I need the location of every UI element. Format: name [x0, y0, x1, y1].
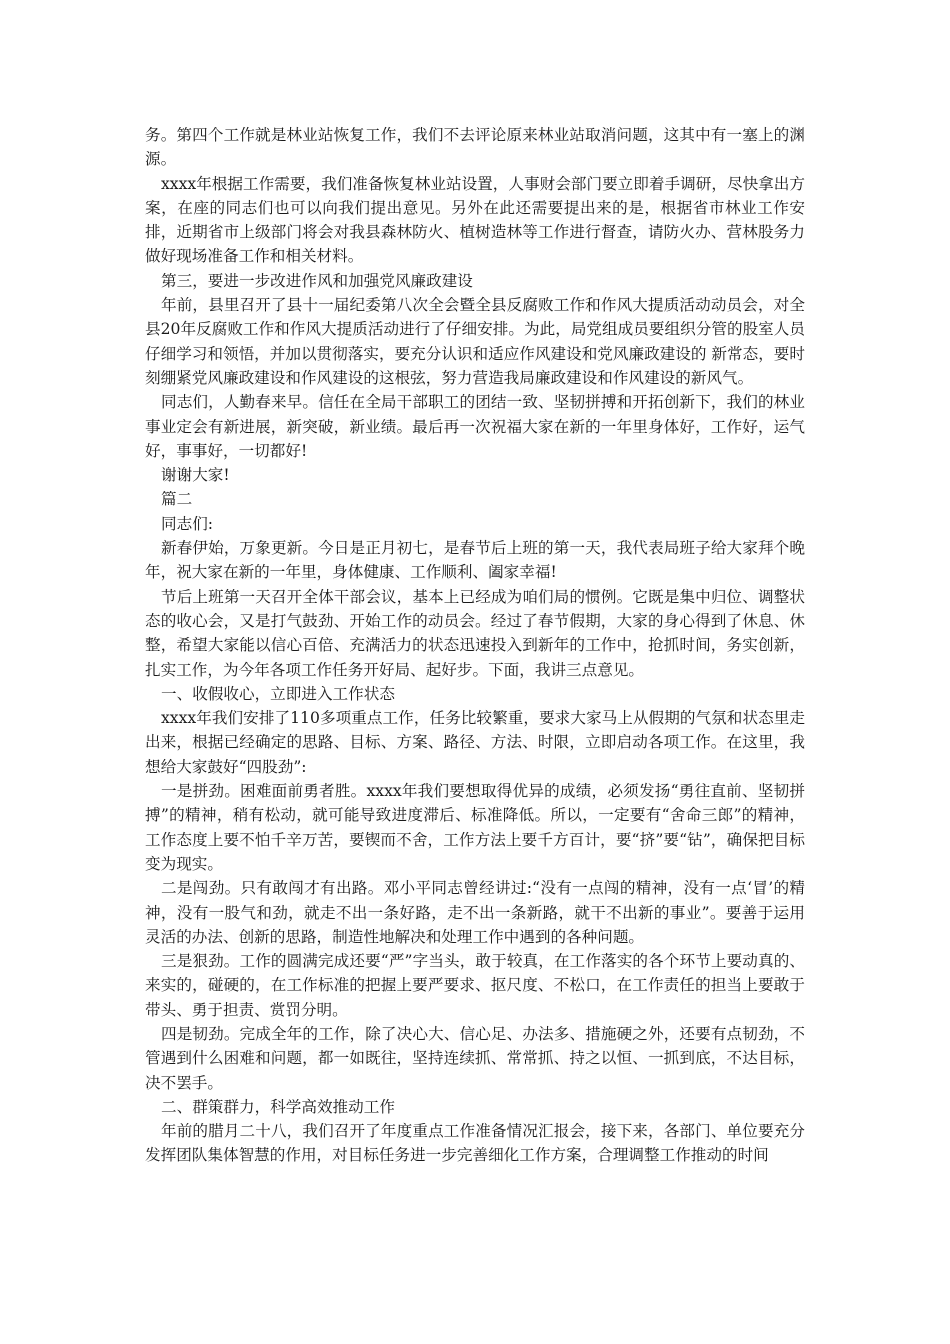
paragraph: xxxx年我们安排了110多项重点工作，任务比较繁重，要求大家马上从假期的气氛和状态里走出来，根据已经确定的思路、目标、方案、路径、方法、时限，立即启动各项工作。在这里，我想给大家鼓好“四股劲”: [145, 709, 805, 776]
document-body [145, 123, 805, 1168]
paragraph: 新春伊始，万象更新。今日是正月初七，是春节后上班的第一天，我代表局班子给大家拜个晚年，祝大家在新的一年里，身体健康、工作顺利、阖家幸福! [145, 539, 805, 582]
paragraph: 务。第四个工作就是林业站恢复工作，我们不去评论原来林业站取消问题，这其中有一塞上的渊源。 [145, 126, 805, 169]
paragraph: 节后上班第一天召开全体干部会议，基本上已经成为咱们局的惯例。它既是集中归位、调整状态的收心会，又是打气鼓劲、开始工作的动员会。经过了春节假期，大家的身心得到了休息、休整，希望大家能以信心百倍、充满活力的状态迅速投入到新年的工作中，抢抓时间，务实创新，扎实工作，为今年各项工作任务开好局、起好步。下面，我讲三点意见。 [145, 587, 805, 679]
salutation: 同志们: [161, 514, 214, 533]
section-heading: 一、收假收心，立即进入工作状态 [161, 684, 395, 703]
section-heading: 二、群策群力，科学高效推动工作 [161, 1097, 395, 1116]
paragraph: 四是韧劲。完成全年的工作，除了决心大、信心足、办法多、措施硬之外，还要有点韧劲，不管遇到什么困难和问题，都一如既往，坚持连续抓、常常抓、持之以恒、一抓到底，不达目标，决不罢手。 [145, 1024, 805, 1092]
paragraph: 三是狠劲。工作的圆满完成还要“严”字当头，敢于较真，在工作落实的各个环节上要动真的、来实的，碰硬的，在工作标准的把握上要严要求、抠尺度、不松口，在工作责任的担当上要敢于带头、勇于担责、赏罚分明。 [145, 952, 805, 1019]
paragraph: 一是拼劲。困难面前勇者胜。xxxx年我们要想取得优异的成绩，必须发扬“勇往直前、坚韧拼搏”的精神，稍有松动，就可能导致进度滞后、标准降低。所以，一定要有“舍命三郎”的精神，工作态度上要不怕千辛万苦，要锲而不舍，工作方法上要千方百计，要“挤”要“钻”，确保把目标变为现实。 [145, 782, 805, 873]
paragraph: xxxx年根据工作需要，我们准备恢复林业站设置，人事财会部门要立即着手调研，尽快拿出方案，在座的同志们也可以向我们提出意见。另外在此还需要提出来的是，根据省市林业工作安排，近期省市上级部门将会对我县森林防火、植树造林等工作进行督查，请防火办、营林股务力做好现场准备工作和相关材料。 [145, 174, 805, 266]
paragraph: 年前，县里召开了县十一届纪委第八次全会暨全县反腐败工作和作风大提质活动动员会，对全县20年反腐败工作和作风大提质活动进行了仔细安排。为此，局党组成员要组织分管的股室人员仔细学习和领悟，并加以贯彻落实，要充分认识和适应作风建设和党风廉政建设的 新常态，要时刻绷紧党风廉政建设和作风建设的这根弦，努力营造我局廉政建设和作风建设的新风气。 [145, 296, 805, 387]
chapter-heading: 篇二 [161, 490, 193, 509]
section-heading: 第三，要进一步改进作风和加强党风廉政建设 [161, 271, 473, 290]
closing-line: 谢谢大家! [161, 466, 230, 485]
paragraph: 年前的腊月二十八，我们召开了年度重点工作准备情况汇报会，接下来，各部门、单位要充分发挥团队集体智慧的作用，对目标任务进一步完善细化工作方案，合理调整工作推动的时间 [145, 1122, 805, 1165]
paragraph: 二是闯劲。只有敢闯才有出路。邓小平同志曾经讲过:“没有一点闯的精神，没有一点‘冒’的精神，没有一股气和劲，就走不出一条好路，走不出一条新路，就干不出新的事业”。要善于运用灵活的办法、创新的思路，制造性地解决和处理工作中遇到的各种问题。 [145, 879, 805, 946]
paragraph: 同志们，人勤春来早。信任在全局干部职工的团结一致、坚韧拼搏和开拓创新下，我们的林业事业定会有新进展，新突破，新业绩。最后再一次祝福大家在新的一年里身体好，工作好，运气好，事事好，一切都好! [145, 393, 805, 460]
